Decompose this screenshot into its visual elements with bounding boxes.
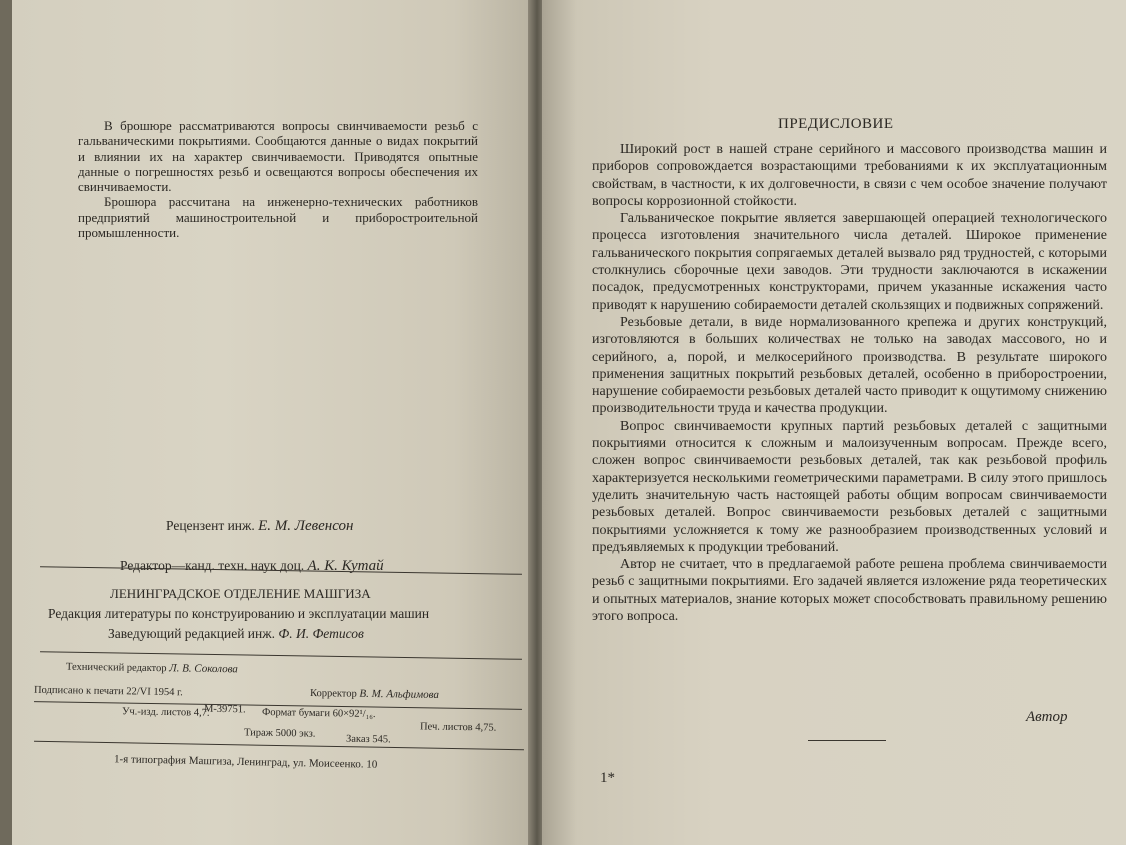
preface-paragraph: Автор не считает, что в предлагаемой работе решена проблема свинчиваемости резьб с защитными покрытиями. Его задачей является изложение ряда теоретических и опытных материалов, знание которых может способствовать правильному решению этого вопроса. xyxy=(592,557,1107,625)
preface-paragraph: Широкий рост в нашей стране серийного и массового производства машин и приборов сопровождается возрастающими требованиями к их эксплуатационным свойствам, в частности, к их долговечности, в связи с чем особое значение получают вопросы коррозионной стойкости. xyxy=(592,142,1107,209)
reviewer-name: Е. М. Левенсон xyxy=(258,518,354,534)
print-run: Тираж 5000 экз. xyxy=(243,727,316,740)
abstract-paragraph: Брошюра рассчитана на инженерно-технических работников предприятий машиностроительной и приборостроительной промышленности. xyxy=(78,194,478,241)
preface-body xyxy=(592,141,1107,625)
printing-house: 1-я типография Машгиза, Ленинград, ул. Моисеенко. 10 xyxy=(113,753,378,771)
print-sheets: Печ. листов 4,75. xyxy=(419,721,497,734)
head-editor-line: Заведующий редакцией инж. Ф. И. Фетисов xyxy=(108,626,364,641)
preface-paragraph: Вопрос свинчиваемости крупных партий резьбовых деталей с защитными покрытиями относится к сложным и малоизученным вопросам. Прежде всего, сложен вопрос свинчиваемости резьбовых деталей, так как резьбовой профиль характеризуется несколькими геометрическими параметрами. В силу этого пришлось уделить значительную часть настоящей работы общим вопросам свинчиваемости резьбовых деталей. Вопрос свинчиваемости резьбовых деталей с защитными покрытиями усложняется к тому же разнообразием производственных условий и предъявляемых к продукции требований. xyxy=(592,418,1107,555)
folio-mark: 1* xyxy=(600,770,615,786)
pub-sheets: Уч.-изд. листов 4,7. xyxy=(121,706,210,719)
reviewer-line: Рецензент инж. Е. М. Левенсон xyxy=(166,518,354,534)
footnote-rule xyxy=(808,740,886,741)
preface-paragraph: Гальваническое покрытие является завершающей операцией технологического процесса изготовления значительного числа деталей. Широкое применение гальванического покрытия сопрягаемых деталей вызвало ряд трудностей, с которыми столкнулись сборочные цехи заводов. Эти трудности заключаются в искажении посадок, предусмотренных конструкторами, причем указанные искажения часто приводят к нарушению собираемости деталей скользящих и подвижных сопряжений. xyxy=(592,211,1107,313)
abstract-block xyxy=(78,118,478,240)
editorial-office: Редакция литературы по конструированию и эксплуатации машин xyxy=(48,606,430,621)
preface-paragraph: Резьбовые детали, в виде нормализованного крепежа и других конструкций, изготовляются в больших количествах не только на заводах массового, но и серийного, а, порой, и мелкосерийного производства. В результате широкого применения защитных покрытий резьбовых деталей, особенно в приборостроении, нарушение собираемости резьбовых деталей часто приводит к ощутимому снижению производительности труда и качества продукции. xyxy=(592,314,1107,417)
editor-name: А. К. Кутай xyxy=(307,558,384,574)
publisher: ЛЕНИНГРАДСКОЕ ОТДЕЛЕНИЕ МАШГИЗА xyxy=(110,586,371,601)
preface-title: ПРЕДИСЛОВИЕ xyxy=(778,116,894,132)
corrector-line: Корректор В. М. Альфимова xyxy=(309,687,439,702)
code: М-39751. xyxy=(203,703,246,716)
editor-line: Редактор—канд. техн. наук доц. А. К. Кутай xyxy=(120,558,384,574)
order-number: Заказ 545. xyxy=(345,733,391,746)
imprint-block xyxy=(48,586,518,642)
author-signature: Автор xyxy=(1026,709,1068,725)
head-editor-name: Ф. И. Фетисов xyxy=(278,626,364,641)
signed-date: Подписано к печати 22/VI 1954 г. xyxy=(33,684,183,699)
paper-format: Формат бумаги 60×92¹/₁₆. xyxy=(261,707,376,720)
abstract-paragraph: В брошюре рассматриваются вопросы свинчиваемости резьб с гальваническими покрытиями. Сообщаются данные о видах покрытий и влиянии их на характер свинчиваемости. Приводятся опытные данные о погрешностях резьб и освещаются вопросы обеспечения их свинчиваемости. xyxy=(78,118,478,195)
tech-editor-line: Технический редактор Л. В. Соколова xyxy=(65,661,238,676)
